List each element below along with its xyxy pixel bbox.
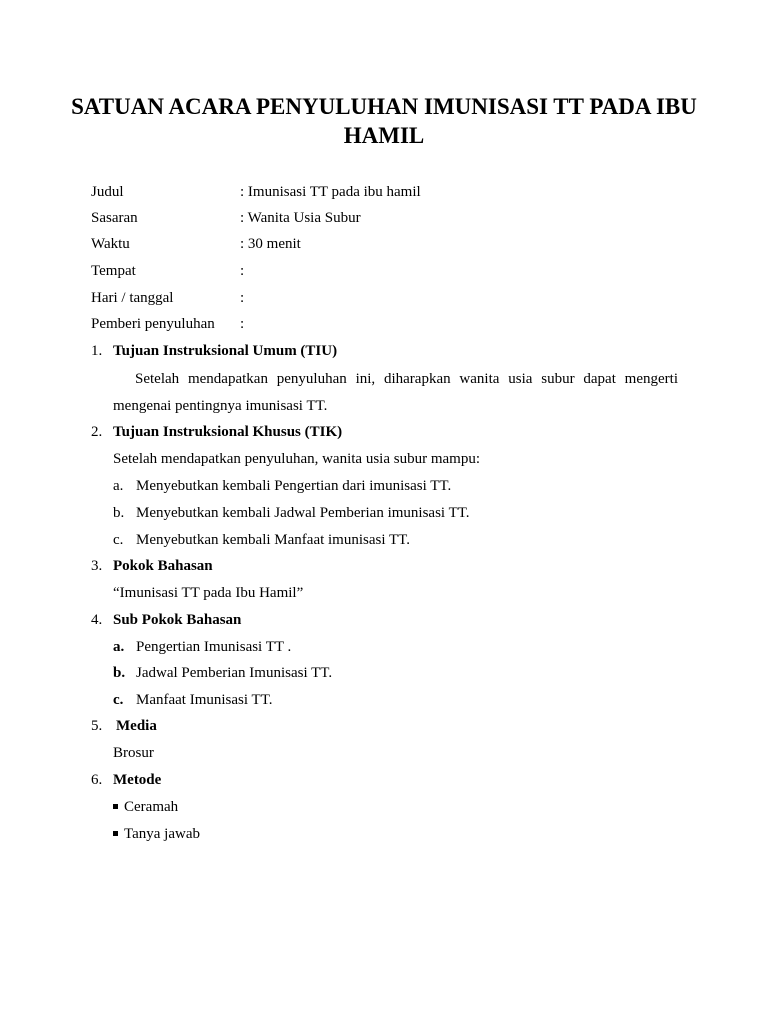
bullet-item-text: Tanya jawab <box>124 826 200 842</box>
section-3-heading: Pokok Bahasan <box>113 558 213 574</box>
list-item-marker: b. <box>113 665 126 681</box>
meta-label-tempat: Tempat <box>91 263 136 279</box>
section-6-heading: Metode <box>113 772 162 788</box>
list-item-marker: a. <box>113 639 125 655</box>
bullet-item-text: Ceramah <box>124 799 179 815</box>
meta-label-judul: Judul <box>91 184 124 200</box>
section-2-intro: Setelah mendapatkan penyuluhan, wanita usia subur mampu: <box>113 451 480 467</box>
section-5-heading: Media <box>116 718 157 734</box>
list-item-marker: c. <box>113 692 124 708</box>
section-5-text: Brosur <box>113 745 154 761</box>
section-3-text: “Imunisasi TT pada Ibu Hamil” <box>113 585 304 601</box>
meta-value-judul: : Imunisasi TT pada ibu hamil <box>240 184 421 200</box>
document-title: SATUAN ACARA PENYULUHAN IMUNISASI TT PADA IBU HAMIL <box>71 94 697 148</box>
list-item-marker: c. <box>113 532 124 548</box>
meta-value-pemberi-penyuluhan: : <box>240 316 245 332</box>
meta-value-waktu: : 30 menit <box>240 236 301 252</box>
list-item-text: Menyebutkan kembali Jadwal Pemberian imunisasi TT. <box>136 505 470 521</box>
meta-value-hari-tanggal: : <box>240 290 245 306</box>
list-item-marker: a. <box>113 478 124 494</box>
section-1-heading: Tujuan Instruksional Umum (TIU) <box>113 343 338 359</box>
list-item-text: Manfaat Imunisasi TT. <box>136 692 273 708</box>
section-3-number: 3. <box>91 558 103 574</box>
list-item-text: Menyebutkan kembali Manfaat imunisasi TT. <box>136 532 410 548</box>
section-1-paragraph-line2: mengenai pentingnya imunisasi TT. <box>113 398 328 414</box>
meta-label-hari-tanggal: Hari / tanggal <box>91 290 174 306</box>
list-item-text: Menyebutkan kembali Pengertian dari imunisasi TT. <box>136 478 452 494</box>
meta-value-tempat: : <box>240 263 245 279</box>
bullet-square-icon <box>113 804 118 809</box>
list-item-text: Jadwal Pemberian Imunisasi TT. <box>136 665 333 681</box>
meta-label-pemberi-penyuluhan: Pemberi penyuluhan <box>91 316 215 332</box>
meta-label-waktu: Waktu <box>91 236 130 252</box>
section-2-heading: Tujuan Instruksional Khusus (TIK) <box>113 424 343 440</box>
meta-label-sasaran: Sasaran <box>91 210 138 226</box>
section-4-heading: Sub Pokok Bahasan <box>113 612 242 628</box>
bullet-square-icon <box>113 831 118 836</box>
list-item-text: Pengertian Imunisasi TT . <box>136 639 292 655</box>
section-6-number: 6. <box>91 772 103 788</box>
section-4-number: 4. <box>91 612 103 628</box>
section-2-number: 2. <box>91 424 103 440</box>
meta-value-sasaran: : Wanita Usia Subur <box>240 210 361 226</box>
list-item-marker: b. <box>113 505 125 521</box>
section-5-number: 5. <box>91 718 103 734</box>
section-1-number: 1. <box>91 343 103 359</box>
section-1-paragraph-line1: Setelah mendapatkan penyuluhan ini, diharapkan wanita usia subur dapat mengerti <box>135 371 678 387</box>
